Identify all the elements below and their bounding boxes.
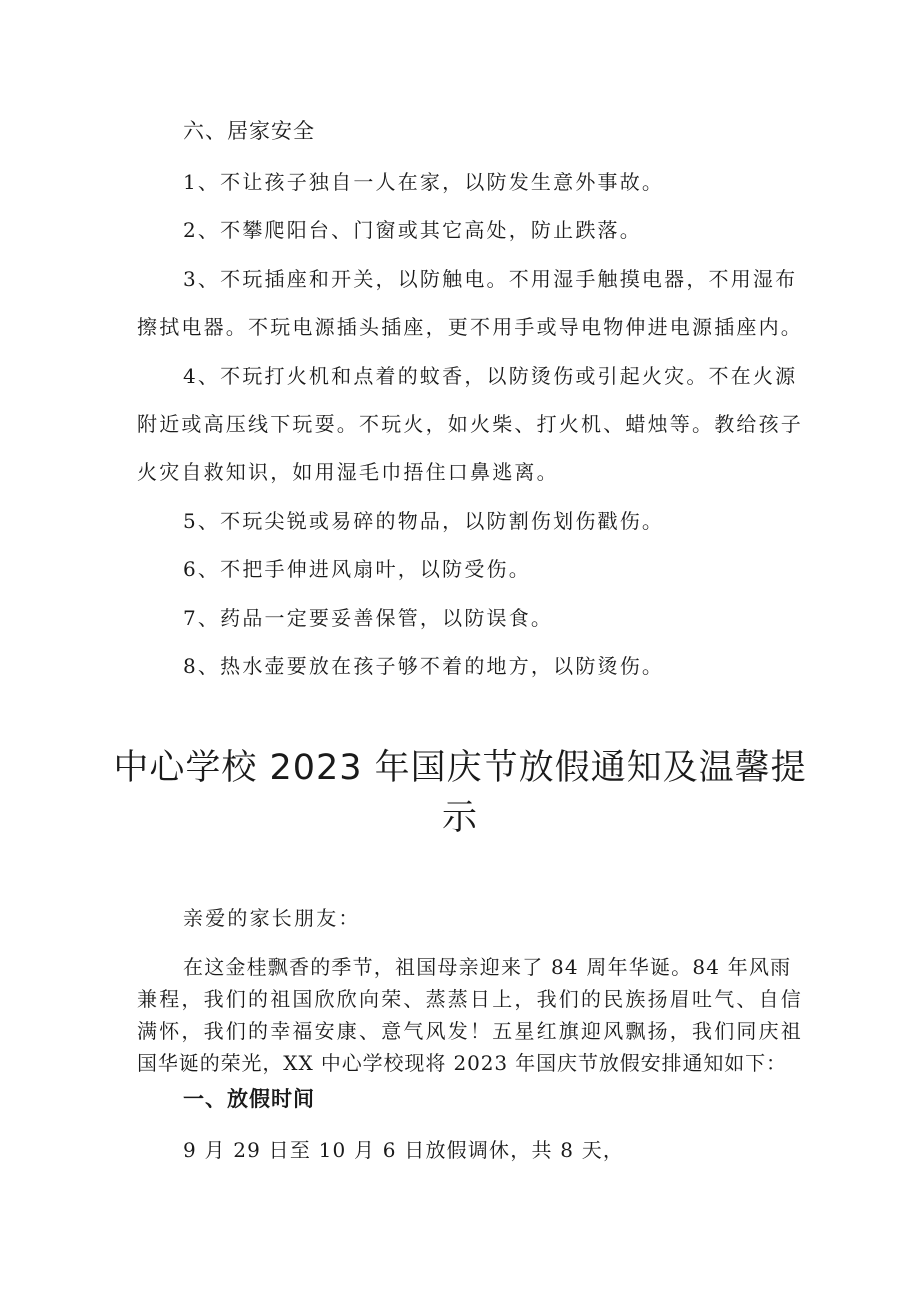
holiday-time-text: 9 月 29 日至 10 月 6 日放假调休，共 8 天， bbox=[183, 1138, 625, 1162]
section-heading-home-safety: 六、居家安全 bbox=[183, 119, 315, 143]
list-item: 6、不把手伸进风扇叶，以防受伤。 bbox=[183, 557, 531, 581]
list-item: 2、不攀爬阳台、门窗或其它高处，防止跌落。 bbox=[183, 218, 642, 242]
list-item: 7、药品一定要妥善保管，以防误食。 bbox=[183, 606, 554, 630]
list-item-continuation: 火灾自救知识，如用湿毛巾捂住口鼻逃离。 bbox=[137, 460, 559, 484]
list-item: 3、不玩插座和开关，以防触电。不用湿手触摸电器，不用湿布 bbox=[183, 267, 798, 291]
list-item-continuation: 擦拭电器。不玩电源插头插座，更不用手或导电物伸进电源插座内。 bbox=[137, 315, 803, 339]
notice-title-line-2: 示 bbox=[441, 798, 478, 838]
intro-paragraph-line: 国华诞的荣光，XX 中心学校现将 2023 年国庆节放假安排通知如下： bbox=[137, 1051, 787, 1075]
list-item-continuation: 附近或高压线下玩耍。不玩火，如火柴、打火机、蜡烛等。教给孩子 bbox=[137, 412, 803, 436]
intro-paragraph-line: 在这金桂飘香的季节，祖国母亲迎来了 84 周年华诞。84 年风雨 bbox=[183, 955, 792, 979]
intro-paragraph-line: 兼程，我们的祖国欣欣向荣、蒸蒸日上，我们的民族扬眉吐气、自信 bbox=[137, 987, 803, 1011]
list-item: 8、热水壶要放在孩子够不着的地方，以防烫伤。 bbox=[183, 654, 665, 678]
section-heading-holiday-time: 一、放假时间 bbox=[183, 1087, 315, 1111]
greeting: 亲爱的家长朋友： bbox=[183, 906, 361, 930]
intro-paragraph-line: 满怀，我们的幸福安康、意气风发！五星红旗迎风飘扬，我们同庆祖 bbox=[137, 1019, 803, 1043]
list-item: 1、不让孩子独自一人在家，以防发生意外事故。 bbox=[183, 170, 665, 194]
notice-title-line-1: 中心学校 2023 年国庆节放假通知及温馨提 bbox=[113, 748, 807, 788]
list-item: 5、不玩尖锐或易碎的物品，以防割伤划伤戳伤。 bbox=[183, 509, 665, 533]
list-item: 4、不玩打火机和点着的蚊香，以防烫伤或引起火灾。不在火源 bbox=[183, 364, 798, 388]
